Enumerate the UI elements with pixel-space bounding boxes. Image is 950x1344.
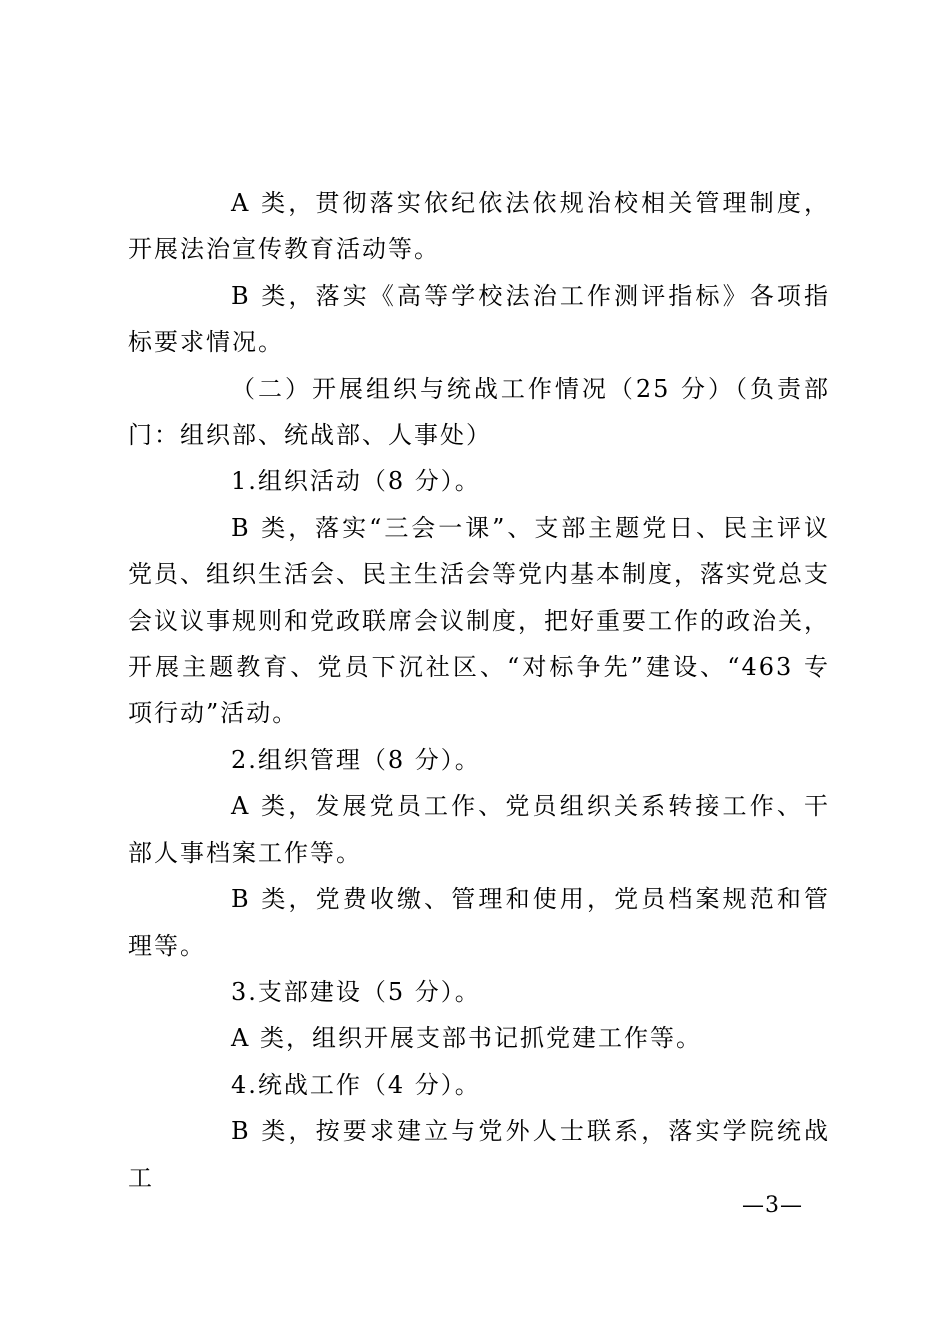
subheading-organization-activities: 1.组织活动（8 分）。 xyxy=(231,467,481,496)
document-body xyxy=(128,180,830,1201)
paragraph-category-b-law: B 类，落实《高等学校法治工作测评指标》各项指标要求情况。 xyxy=(128,281,830,357)
paragraph-category-b-management: B 类，党费收缴、管理和使用，党员档案规范和管理等。 xyxy=(128,885,830,960)
subheading-united-front-work: 4.统战工作（4 分）。 xyxy=(231,1070,481,1099)
paragraph-category-a-management: A 类，发展党员工作、党员组织关系转接工作、干部人事档案工作等。 xyxy=(128,792,830,867)
subheading-branch-building: 3.支部建设（5 分）。 xyxy=(231,977,481,1006)
paragraph-category-b-united-front: B 类，按要求建立与党外人士联系，落实学院统战工 xyxy=(128,1117,830,1192)
section-heading-organization-united-front: （二）开展组织与统战工作情况（25 分）（负责部门：组织部、统战部、人事处） xyxy=(128,374,830,450)
paragraph-category-b-activities: B 类，落实“三会一课”、支部主题党日、民主评议党员、组织生活会、民主生活会等党内基本制度，落实党总支会议议事规则和党政联席会议制度，把好重要工作的政治关，开展主题教育、党员下沉社区、“对标争先”建设、“463 专项行动”活动。 xyxy=(128,513,830,728)
paragraph-category-a-branch: A 类，组织开展支部书记抓党建工作等。 xyxy=(231,1024,702,1053)
page-number: —3— xyxy=(742,1193,803,1218)
subheading-organization-management: 2.组织管理（8 分）。 xyxy=(231,745,481,774)
paragraph-category-a-law: A 类，贯彻落实依纪依法依规治校相关管理制度，开展法治宣传教育活动等。 xyxy=(128,189,830,264)
